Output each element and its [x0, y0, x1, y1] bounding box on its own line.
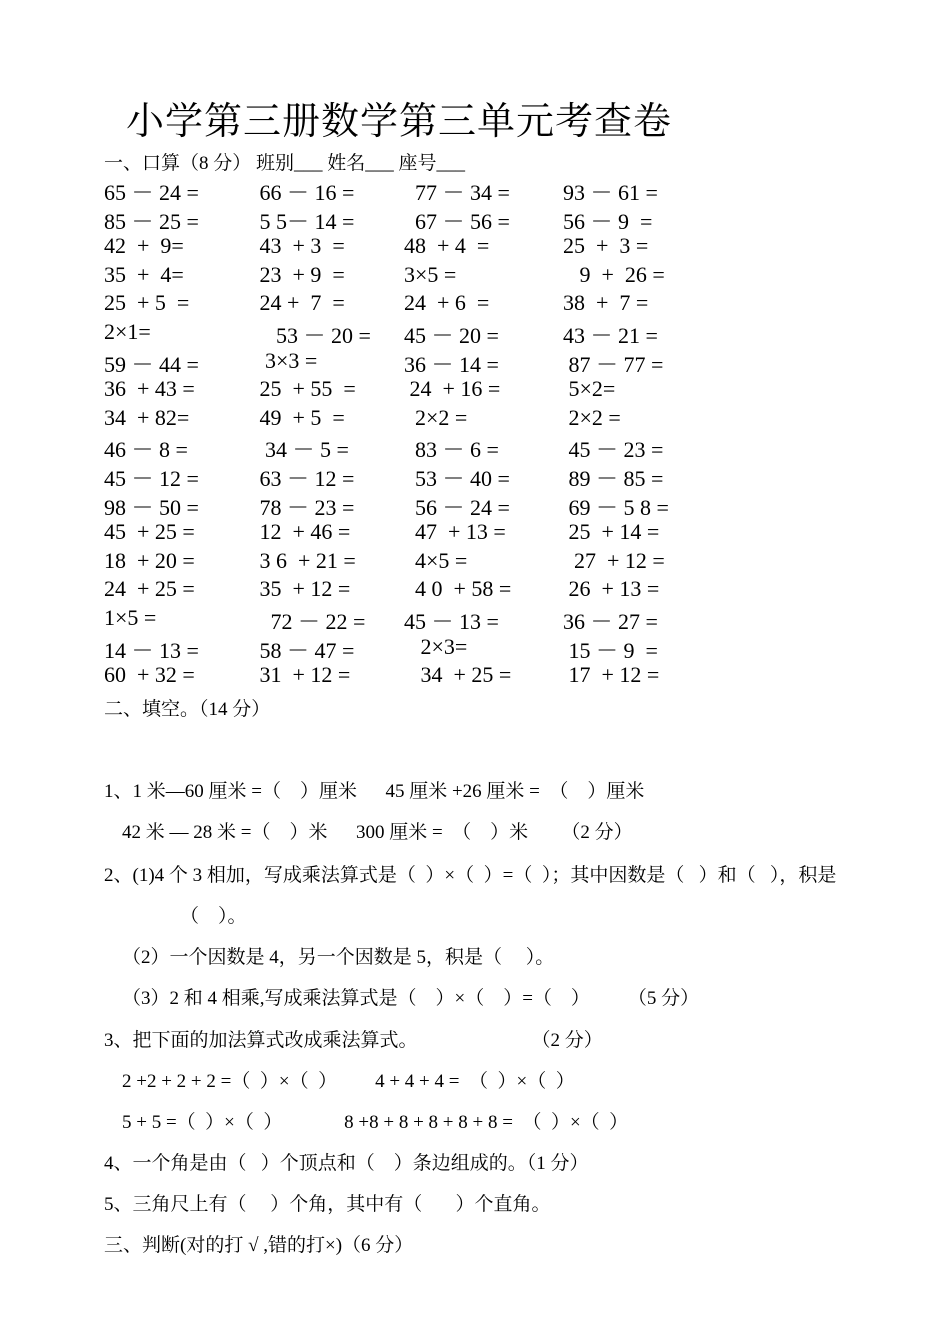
calc-problem: 23 + 9 =	[254, 261, 345, 287]
calc-problem: 12 + 46 =	[254, 519, 351, 545]
calc-problem: 69 － 5 8 =	[552, 494, 669, 520]
calc-problem: 46 － 8 =	[104, 437, 188, 463]
calc-problem: 1×5 =	[104, 604, 157, 630]
calc-problem: 66 － 16 =	[254, 180, 355, 205]
calc-problem: 98 － 50 =	[104, 494, 199, 520]
calc-row	[104, 233, 724, 262]
calc-problem: 63 － 12 =	[254, 465, 355, 491]
calc-problem: 9 + 26 =	[552, 261, 665, 287]
calc-problem: 89 － 85 =	[552, 465, 664, 491]
calc-problem: 35 + 12 =	[254, 576, 351, 602]
calc-row	[104, 205, 724, 234]
calc-problem: 3×3 =	[254, 347, 318, 373]
calc-problem: 72 － 22 =	[254, 608, 366, 634]
calc-row	[104, 548, 724, 577]
calc-problem: 15 － 9 =	[552, 637, 658, 663]
calc-row	[104, 290, 724, 319]
calc-row	[104, 376, 724, 405]
calc-row	[104, 262, 724, 291]
calc-problem: 53 － 40 =	[404, 465, 510, 491]
calc-problem: 43 + 3 =	[254, 233, 345, 259]
question-2-line-4: （3）2 和 4 相乘,写成乘法算式是（ ）×（ ）=（ ） （5 分）	[122, 988, 700, 1009]
calc-row	[104, 405, 724, 434]
question-5: 5、三角尺上有（ ）个角，其中有（ ）个直角。	[104, 1194, 551, 1215]
calc-problem: 45 － 20 =	[404, 322, 499, 348]
calc-problem: 14 － 13 =	[104, 637, 199, 663]
calc-row	[104, 662, 724, 691]
calc-problem: 48 + 4 =	[404, 233, 490, 259]
calc-problem: 67 － 56 =	[404, 208, 510, 234]
question-3-line-2: 2 +2 + 2 + 2 =（ ）×（ ） 4 + 4 + 4 = （ ）×（ ）	[122, 1071, 575, 1092]
calc-problem: 3 6 + 21 =	[254, 547, 356, 573]
calc-problem: 58 － 47 =	[254, 637, 355, 663]
calc-problem: 24 + 16 =	[404, 376, 501, 402]
calc-problem: 36 － 14 =	[404, 351, 499, 377]
calc-problem: 2×2 =	[552, 404, 621, 430]
calc-row	[104, 319, 724, 348]
calc-problem: 2×2 =	[404, 404, 468, 430]
calc-problem: 2×1=	[104, 318, 151, 344]
calc-problem: 25 + 14 =	[552, 519, 660, 545]
calc-problem: 45 + 25 =	[104, 519, 195, 545]
calc-problem: 5 5－ 14 =	[254, 208, 355, 234]
calc-problem: 45 － 12 =	[104, 465, 199, 491]
question-1-line-1: 1、1 米—60 厘米 =（ ）厘米 45 厘米 +26 厘米 = （ ）厘米	[104, 781, 645, 802]
calc-problem: 26 + 13 =	[552, 576, 660, 602]
calc-problem: 56 － 24 =	[404, 494, 510, 520]
page-title: 小学第三册数学第三单元考查卷	[126, 101, 673, 143]
calc-problem: 17 + 12 =	[552, 662, 660, 688]
calc-problem: 25 + 55 =	[254, 376, 356, 402]
calc-problem: 25 + 3 =	[552, 233, 649, 259]
section-judgement-header: 三、判断(对的打 √ ,错的打×)（6 分）	[104, 1235, 414, 1256]
calc-problem: 60 + 32 =	[104, 662, 195, 688]
calc-problem: 24 + 7 =	[254, 290, 345, 316]
calc-problem: 27 + 12 =	[552, 547, 665, 573]
calc-problem: 45 － 23 =	[552, 437, 664, 463]
question-3-line-1: 3、把下面的加法算式改成乘法算式。 （2 分）	[104, 1030, 603, 1051]
calc-row	[104, 491, 724, 520]
calc-problem: 25 + 5 =	[104, 290, 190, 316]
calc-problem: 47 + 13 =	[404, 519, 506, 545]
calc-row	[104, 576, 724, 605]
calc-row	[104, 176, 724, 205]
calc-problem: 78 － 23 =	[254, 494, 355, 520]
calc-problem: 65 － 24 =	[104, 180, 199, 205]
calc-problem: 34 － 5 =	[254, 437, 349, 463]
calc-problem: 83 － 6 =	[404, 437, 499, 463]
oral-calculation-grid	[104, 176, 724, 691]
calc-problem: 18 + 20 =	[104, 547, 195, 573]
calc-problem: 5×2=	[552, 376, 616, 402]
calc-problem: 3×5 =	[404, 261, 457, 287]
calc-problem: 43 － 21 =	[552, 322, 658, 348]
calc-problem: 59 － 44 =	[104, 351, 199, 377]
calc-row	[104, 605, 724, 634]
question-3-line-3: 5 + 5 =（ ）×（ ） 8 +8 + 8 + 8 + 8 + 8 = （ ）×（ ）	[122, 1112, 629, 1133]
calc-problem: 85 － 25 =	[104, 208, 199, 234]
calc-row	[104, 433, 724, 462]
calc-problem: 45 － 13 =	[404, 608, 499, 634]
question-2-line-2: （ ）。	[180, 906, 247, 927]
calc-problem: 49 + 5 =	[254, 404, 345, 430]
calc-row	[104, 634, 724, 663]
question-2-line-3: （2）一个因数是 4，另一个因数是 5，积是（ ）。	[122, 947, 555, 968]
calc-problem: 56 － 9 =	[552, 208, 653, 234]
calc-problem: 42 + 9=	[104, 233, 184, 259]
calc-problem: 38 + 7 =	[552, 290, 649, 316]
question-1-line-2: 42 米 — 28 米 =（ ）米 300 厘米 = （ ）米 （2 分）	[122, 822, 633, 843]
calc-problem: 36 － 27 =	[552, 608, 658, 634]
calc-row	[104, 348, 724, 377]
calc-problem: 36 + 43 =	[104, 376, 195, 402]
calc-problem: 53 － 20 =	[254, 322, 371, 348]
question-4: 4、一个角是由（ ）个顶点和（ ）条边组成的。（1 分）	[104, 1153, 589, 1174]
calc-problem: 4×5 =	[404, 547, 468, 573]
calc-problem: 34 + 25 =	[404, 662, 512, 688]
section-oral-calculation-header: 一、口算（8 分） 班别___ 姓名___ 座号___	[104, 153, 466, 174]
calc-row	[104, 462, 724, 491]
calc-problem: 77 － 34 =	[404, 180, 510, 205]
calc-problem: 35 + 4=	[104, 261, 184, 287]
calc-problem: 87 － 77 =	[552, 351, 664, 377]
question-2-line-1: 2、(1)4 个 3 相加，写成乘法算式是（ ）×（ ）=（ ）；其中因数是（ ）和（ ），积是	[104, 865, 837, 886]
calc-problem: 31 + 12 =	[254, 662, 351, 688]
calc-problem: 2×3=	[404, 633, 468, 659]
section-fill-blank-header: 二、填空。（14 分）	[104, 699, 271, 720]
calc-problem: 24 + 6 =	[404, 290, 490, 316]
calc-problem: 4 0 + 58 =	[404, 576, 512, 602]
calc-row	[104, 519, 724, 548]
calc-problem: 24 + 25 =	[104, 576, 195, 602]
calc-problem: 93 － 61 =	[552, 180, 658, 205]
calc-problem: 34 + 82=	[104, 404, 190, 430]
